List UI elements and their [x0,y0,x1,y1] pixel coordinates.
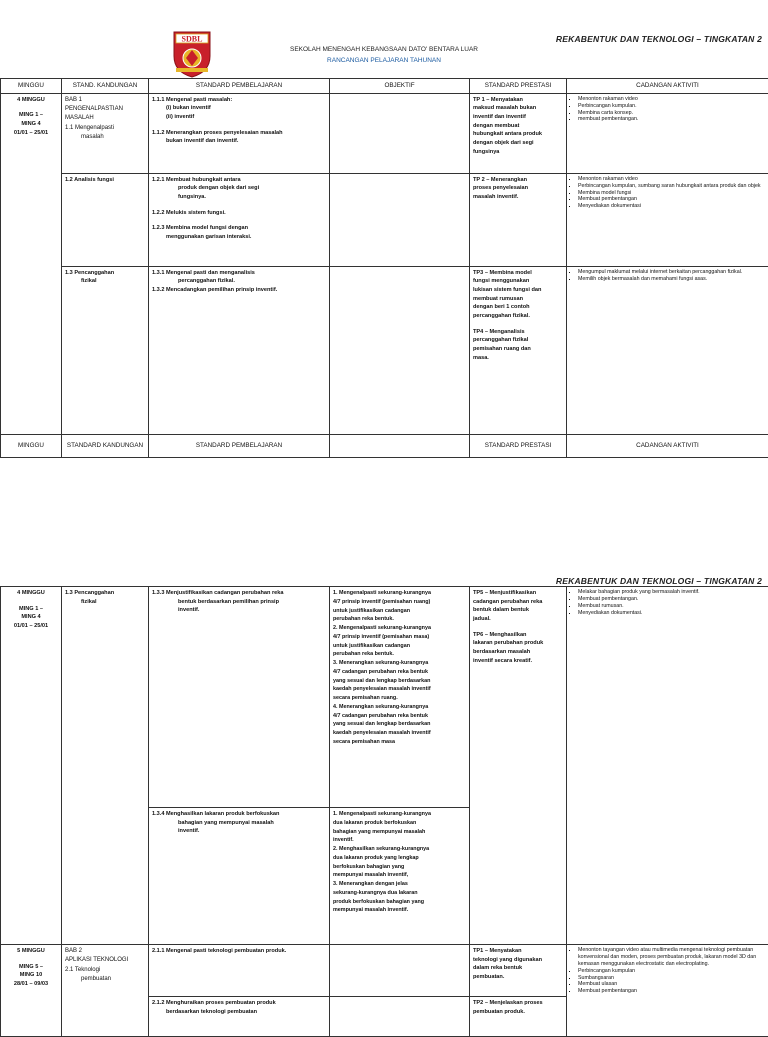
prestasi-line: proses penyelesaian [473,184,563,193]
kandungan-line: BAB 1 [65,96,145,105]
prestasi-line: percanggahan fizikal [473,336,563,345]
objektif-line: inventif. [333,836,466,845]
kandungan-line: BAB 2 [65,947,145,956]
subject-header: REKABENTUK DAN TEKNOLOGI – TINGKATAN 2 [556,576,762,586]
objektif-line: 4/7 prinsip inventif (pemisahan masa) [333,633,466,642]
minggu-cell [1,945,62,1037]
col-prestasi: STANDARD PRESTASI [470,79,567,94]
objektif-line: secara pemisahan ruang. [333,694,466,703]
prestasi-line: TP 1 – Menyatakan [473,96,563,105]
minggu-weeks: 4 MINGGU [4,589,58,598]
objektif-cell [330,587,470,808]
aktiviti-cell [567,587,768,945]
pembelajaran-line: inventif. [152,827,326,836]
aktiviti-item: ▪ Membina carta konsep. [578,110,765,117]
minggu-weeks: 5 MINGGU [4,947,58,956]
prestasi-line: inventif dan inventif [473,113,563,122]
prestasi-line: masa. [473,354,563,363]
aktiviti-item: ▪ Menyediakan dokumentasi [578,203,765,210]
subject-header: REKABENTUK DAN TEKNOLOGI – TINGKATAN 2 [556,34,762,44]
prestasi-line: dalam reka bentuk [473,964,563,973]
aktiviti-item: ▪ Mengumpul maklumat melalui internet berkaitan percanggahan fizikal. [578,269,765,276]
objektif-line: 1. Mengenalpasti sekurang-kurangnya [333,810,466,819]
prestasi-cell [470,997,567,1037]
kandungan-cell [62,587,149,945]
footer-prestasi: STANDARD PRESTASI [470,434,567,457]
pembelajaran-line: menggunakan garisan interaksi. [152,233,326,242]
objektif-line: perubahan reka bentuk. [333,650,466,659]
col-aktiviti: CADANGAN AKTIVITI [567,79,768,94]
minggu-to: MING 10 [4,971,58,980]
minggu-weeks: 4 MINGGU [4,96,58,105]
aktiviti-item: ▪ Menonton rakaman video [578,176,765,183]
col-objektif: OBJEKTIF [330,79,470,94]
kandungan-line: 1.1 Mengenalpasti [65,124,145,133]
pembelajaran-line: (ii) inventif [152,113,326,122]
minggu-from: MING 1 – [4,111,58,120]
aktiviti-item: ▪ Perbincangan kumpulan. [578,103,765,110]
minggu-from: MING 5 – [4,963,58,972]
kandungan-line: 2.1 Teknologi [65,966,145,975]
prestasi-line: TP6 – Menghasilkan [473,631,563,640]
col-kandungan: STAND. KANDUNGAN [62,79,149,94]
minggu-from: MING 1 – [4,605,58,614]
prestasi-line: TP4 – Menganalisis [473,328,563,337]
aktiviti-item: ▪ Perbincangan kumpulan, sumbang saran hubungkait antara produk dan objek [578,183,765,190]
pembelajaran-line: inventif. [152,606,326,615]
prestasi-line: teknologi yang digunakan [473,956,563,965]
objektif-line: yang sesuai dan lengkap berdasarkan [333,720,466,729]
footer-aktiviti: CADANGAN AKTIVITI [567,434,768,457]
objektif-line: 3. Menerangkan dengan jelas [333,880,466,889]
kandungan-line: pembuatan [65,975,145,984]
aktiviti-list [570,947,765,995]
prestasi-line: cadangan perubahan reka [473,598,563,607]
prestasi-line: TP3 – Membina model [473,269,563,278]
objektif-line: perubahan reka bentuk. [333,615,466,624]
footer-pembelajaran: STANDARD PEMBELAJARAN [149,434,330,457]
objektif-line: 2. Mengenalpasti sekurang-kurangnya [333,624,466,633]
pembelajaran-line: 1.2.3 Membina model fungsi dengan [152,224,326,233]
prestasi-line: TP1 – Menyatakan [473,947,563,956]
objektif-line: bahagian yang mempunyai masalah [333,828,466,837]
objektif-line: berfokuskan bahagian yang [333,863,466,872]
prestasi-cell [470,587,567,945]
minggu-dates: 28/01 – 09/03 [4,980,58,989]
pembelajaran-cell [149,587,330,808]
objektif-line: yang sesuai dan lengkap berdasarkan [333,677,466,686]
objektif-line: untuk justifikasikan cadangan [333,607,466,616]
rpt-table-page-2 [0,586,768,1037]
prestasi-line: berdasarkan masalah [473,648,563,657]
pembelajaran-line: 1.3.4 Menghasilkan lakaran produk berfokuskan [152,810,326,819]
pembelajaran-line: 1.3.2 Mencadangkan pemilihan prinsip inventif. [152,286,326,295]
aktiviti-item: ▪ Membuat pembentangan [578,988,765,995]
aktiviti-item: ▪ Sumbangsaran [578,975,765,982]
prestasi-line: maksud masalah bukan [473,104,563,113]
objektif-cell [330,997,470,1037]
aktiviti-item: ▪ Membuat ulasan [578,981,765,988]
objektif-line: 1. Mengenalpasti sekurang-kurangnya [333,589,466,598]
kandungan-line: MASALAH [65,114,145,123]
objektif-line: 4/7 prinsip inventif (pemisahan ruang) [333,598,466,607]
prestasi-line: inventif secara kreatif. [473,657,563,666]
objektif-line: secara pemisahan masa [333,738,466,747]
objektif-line: 4. Menerangkan sekurang-kurangnya [333,703,466,712]
pembelajaran-cell [149,945,330,997]
pembelajaran-line: 1.3.1 Mengenal pasti dan menganalisis [152,269,326,278]
prestasi-line: pembuatan produk. [473,1008,563,1017]
pembelajaran-cell [149,997,330,1037]
aktiviti-item: ▪ Perbincangan kumpulan [578,968,765,975]
pembelajaran-cell [149,808,330,945]
pembelajaran-line: 1.2.2 Melukis sistem fungsi. [152,209,326,218]
prestasi-line: masalah inventif. [473,193,563,202]
pembelajaran-line: (i) bukan inventif [152,104,326,113]
pembelajaran-line: percanggahan fizikal. [152,277,326,286]
kandungan-line: fizikal [65,277,145,286]
kandungan-cell [62,945,149,1037]
aktiviti-cell [567,945,768,1037]
pembelajaran-line: bukan inventif dan inventif. [152,137,326,146]
pembelajaran-line: 1.3.3 Menjustifikasikan cadangan perubahan reka [152,589,326,598]
objektif-line: mempunyai masalah inventif, [333,871,466,880]
pembelajaran-line: 1.2.1 Membuat hubungkait antara [152,176,326,185]
kandungan-line: fizikal [65,598,145,607]
pembelajaran-line: bahagian yang mempunyai masalah [152,819,326,828]
table-row [1,587,768,808]
prestasi-line: hubungkait antara produk [473,130,563,139]
objektif-line: produk berfokuskan bahagian yang [333,898,466,907]
aktiviti-item: ▪ Membina model fungsi [578,190,765,197]
prestasi-line: TP2 – Menjelaskan proses [473,999,563,1008]
prestasi-line: jadual. [473,615,563,624]
prestasi-line: lakaran perubahan produk [473,639,563,648]
objektif-line: mempunyai masalah inventif. [333,906,466,915]
objektif-line: dua lakaran produk yang lengkap [333,854,466,863]
objektif-cell [330,808,470,945]
prestasi-line: dengan membuat [473,122,563,131]
minggu-to: MING 4 [4,613,58,622]
prestasi-line: dengan objek dari segi [473,139,563,148]
logo-text: SDBL [182,35,203,44]
school-name-text: SEKOLAH MENENGAH KEBANGSAAN DATO' BENTARA LUAR [290,46,478,53]
prestasi-line: lukisan sistem fungsi dan [473,286,563,295]
pembelajaran-line: bentuk berdasarkan pemilihan prinsip [152,598,326,607]
aktiviti-item: ▪ Membuat pembentangan. [578,596,765,603]
col-pembelajaran: STANDARD PEMBELAJARAN [149,79,330,94]
prestasi-line: dengan beri 1 contoh [473,303,563,312]
prestasi-line: TP 2 – Menerangkan [473,176,563,185]
aktiviti-item: ▪ Membuat rumusan. [578,603,765,610]
pembelajaran-line: 2.1.2 Menghuraikan proses pembuatan produk [152,999,326,1008]
pembelajaran-line: fungsinya. [152,193,326,202]
pembelajaran-line: 2.1.1 Mengenal pasti teknologi pembuatan produk. [152,947,326,956]
aktiviti-item: ▪ Menonton rakaman video [578,96,765,103]
objektif-line: dua lakaran produk berfokuskan [333,819,466,828]
prestasi-line: fungsinya [473,148,563,157]
pembelajaran-line: berdasarkan teknologi pembuatan [152,1008,326,1017]
kandungan-line: masalah [65,133,145,142]
objektif-line: 4/7 cadangan perubahan reka bentuk [333,668,466,677]
objektif-line: kaedah penyelesaian masalah inventif [333,729,466,738]
objektif-line: kaedah penyelesaian masalah inventif [333,685,466,694]
prestasi-line: membuat rumusan [473,295,563,304]
prestasi-line: pembuatan. [473,973,563,982]
objektif-line: untuk justifikasikan cadangan [333,642,466,651]
footer-minggu: MINGGU [1,434,62,457]
objektif-line: sekurang-kurangnya dua lakaran [333,889,466,898]
prestasi-line: percanggahan fizikal. [473,312,563,321]
kandungan-line: APLIKASI TEKNOLOGI [65,956,145,965]
kandungan-line: 1.3 Pencanggahan [65,269,145,278]
objektif-cell [330,945,470,997]
table-row [1,945,768,997]
pembelajaran-line: 1.1.1 Mengenal pasti masalah: [152,96,326,105]
document-title-text: RANCANGAN PELAJARAN TAHUNAN [327,57,441,64]
kandungan-line: PENGENALPASTIAN [65,105,145,114]
minggu-dates: 01/01 – 25/01 [4,129,58,138]
kandungan-line: 1.3 Pencanggahan [65,589,145,598]
minggu-to: MING 4 [4,120,58,129]
aktiviti-item: ▪ Melakar bahagian produk yang bermasalah inventif. [578,589,765,596]
prestasi-line: bentuk dalam bentuk [473,606,563,615]
objektif-line: 2. Menghasilkan sekurang-kurangnya [333,845,466,854]
col-minggu: MINGGU [1,79,62,94]
aktiviti-item: ▪ Menyediakan dokumentasi. [578,610,765,617]
kandungan-line: 1.2 Analisis fungsi [65,176,145,185]
aktiviti-item: ▪ Membuat pembentangan [578,196,765,203]
pembelajaran-line: 1.1.2 Menerangkan proses penyelesaian masalah [152,129,326,138]
objektif-line: 4/7 cadangan perubahan reka bentuk [333,712,466,721]
aktiviti-item: ▪ Memilih objek bermasalah dan memahami fungsi asas. [578,276,765,283]
prestasi-line: pemisahan ruang dan [473,345,563,354]
prestasi-line: fungsi menggunakan [473,277,563,286]
minggu-cell [1,587,62,945]
aktiviti-item: ▪ membuat pembentangan. [578,116,765,123]
objektif-line: 3. Menerangkan sekurang-kurangnya [333,659,466,668]
minggu-dates: 01/01 – 25/01 [4,622,58,631]
aktiviti-list [570,589,765,617]
aktiviti-item: ▪ Menonton tayangan video atau multimedia mengenai teknologi pembuatan konvensional dan moden, proses pembuatan produk, lakaran model 3D dan kemasan menggunakan electrostatic dan electroplating. [578,947,765,968]
pembelajaran-line: produk dengan objek dari segi [152,184,326,193]
prestasi-line: TP5 – Menjustifikasikan [473,589,563,598]
prestasi-cell [470,945,567,997]
footer-kandungan: STANDARD KANDUNGAN [62,434,149,457]
